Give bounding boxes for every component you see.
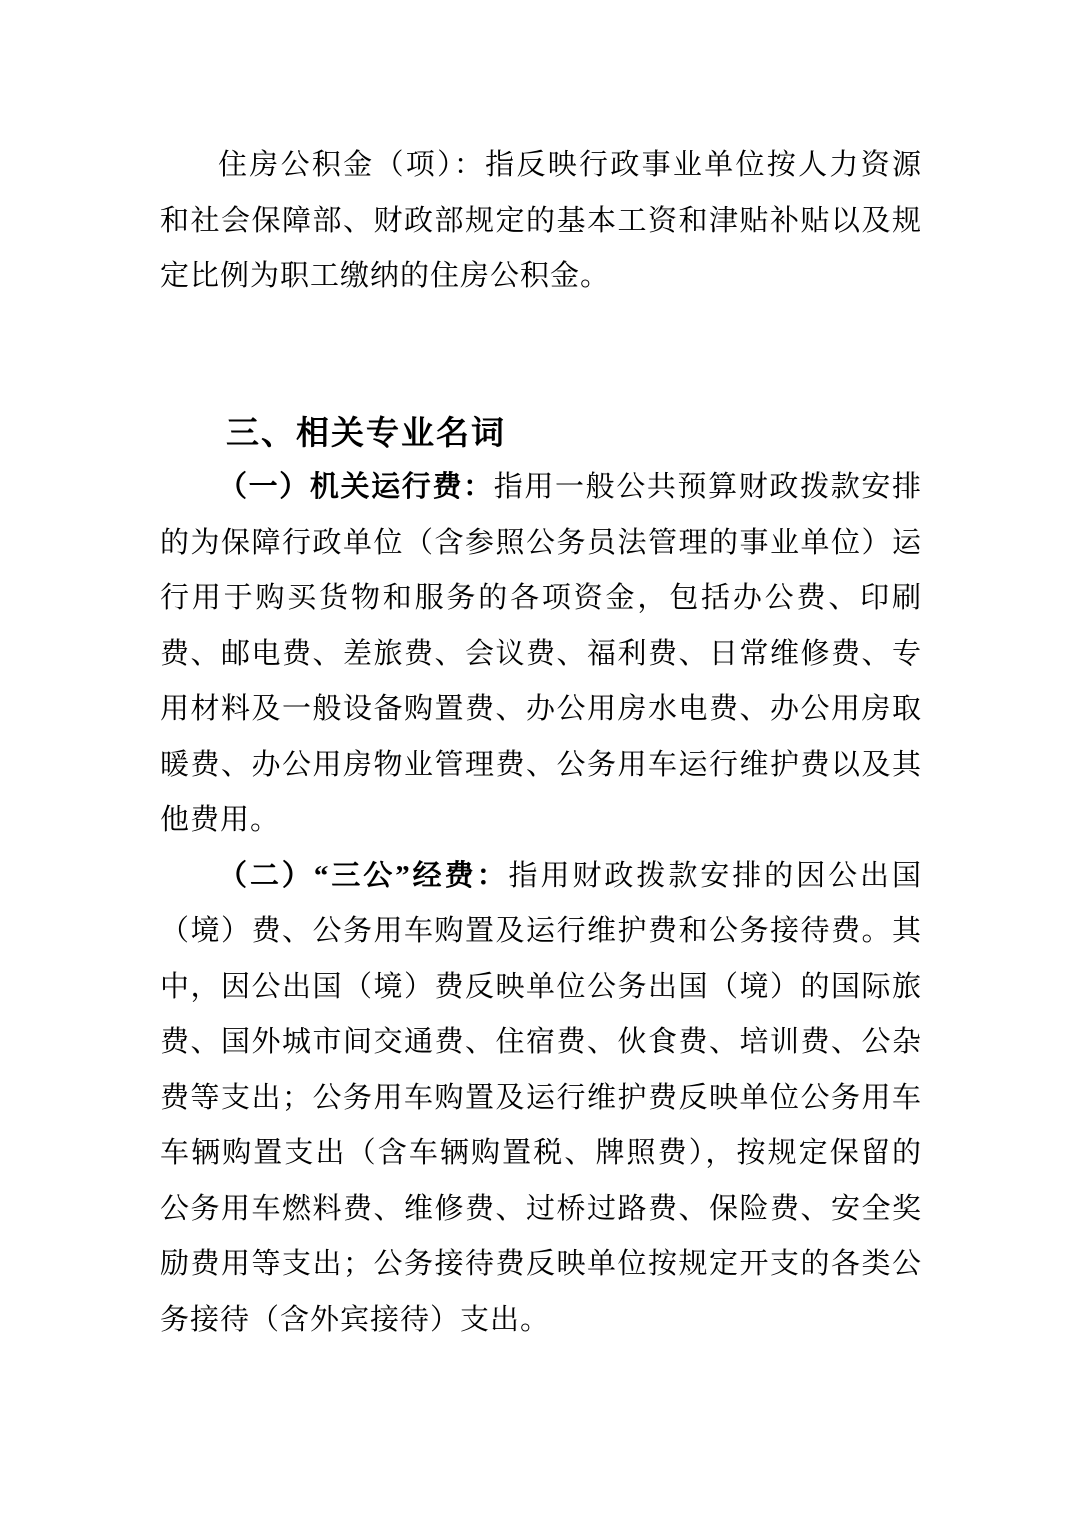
- item-1-definition: 指用一般公共预算财政拨款安排的为保障行政单位（含参照公务员法管理的事业单位）运行用于购买货物和服务的各项资金，包括办公费、印刷费、邮电费、差旅费、会议费、福利费、日常维修费、专用材料及一般设备购置费、办公用房水电费、办公用房取暖费、办公用房物业管理费、公务用车运行维护费以及其他费用。: [160, 471, 922, 836]
- paragraph-housing-fund: 住房公积金（项）：指反映行政事业单位按人力资源和社会保障部、财政部规定的基本工资和津贴补贴以及规定比例为职工缴纳的住房公积金。: [160, 149, 922, 292]
- item-1-term: （一）机关运行费：: [218, 471, 494, 503]
- paragraph-item-1: [160, 460, 922, 849]
- section-heading: 三、相关专业名词: [226, 413, 506, 451]
- paragraph-item-2: [160, 849, 922, 1349]
- item-2-definition: 指用财政拨款安排的因公出国（境）费、公务用车购置及运行维护费和公务接待费。其中，因公出国（境）费反映单位公务出国（境）的国际旅费、国外城市间交通费、住宿费、伙食费、培训费、公杂费等支出；公务用车购置及运行维护费反映单位公务用车车辆购置支出（含车辆购置税、牌照费），按规定保留的公务用车燃料费、维修费、过桥过路费、保险费、安全奖励费用等支出；公务接待费反映单位按规定开支的各类公务接待（含外宾接待）支出。: [160, 859, 922, 1336]
- item-2-term: （二）“三公”经费：: [218, 859, 509, 892]
- document-body: [160, 138, 922, 1348]
